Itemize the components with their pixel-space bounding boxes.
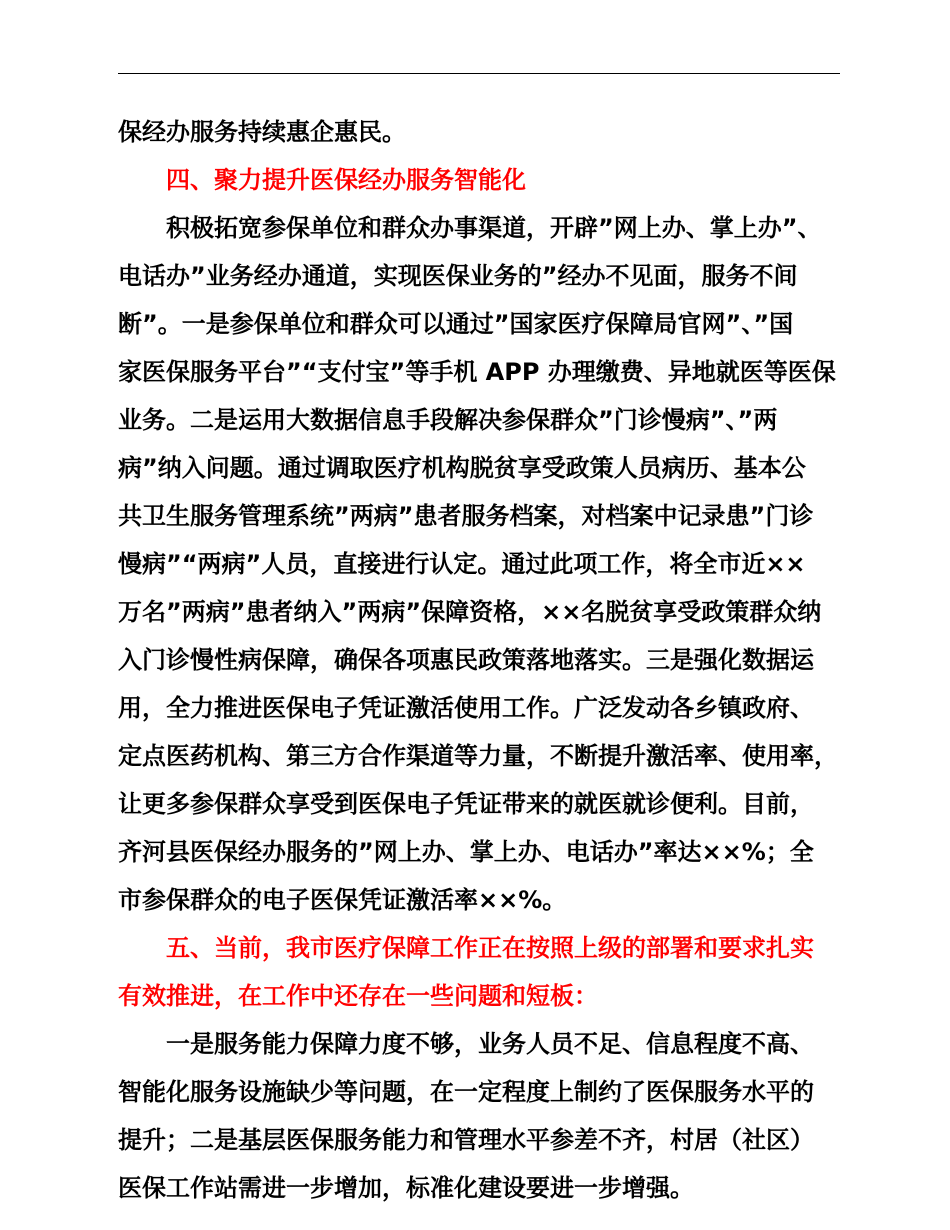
text-line-23: 医保工作站需进一步增加，标准化建设要进一步增强。 bbox=[118, 1174, 694, 1202]
text-line-7: 业务。二是运用大数据信息手段解决参保群众”门诊慢病”、”两 bbox=[118, 406, 778, 434]
text-line-8: 病”纳入问题。通过调取医疗机构脱贫享受政策人员病历、基本公 bbox=[118, 454, 806, 482]
document-body bbox=[118, 108, 858, 1212]
text-line-3: 积极拓宽参保单位和群众办事渠道，开辟”网上办、掌上办”、 bbox=[166, 214, 822, 242]
text-line-21: 智能化服务设施缺少等问题，在一定程度上制约了医保服务水平的 bbox=[118, 1078, 814, 1106]
section-heading-5-cont: 有效推进，在工作中还存在一些问题和短板： bbox=[118, 982, 598, 1010]
text-line-13: 用，全力推进医保电子凭证激活使用工作。广泛发动各乡镇政府、 bbox=[118, 694, 814, 722]
text-line-10: 慢病”“两病”人员，直接进行认定。通过此项工作，将全市近×× bbox=[118, 550, 806, 578]
text-line-11: 万名”两病”患者纳入”两病”保障资格，××名脱贫享受政策群众纳 bbox=[118, 598, 822, 626]
text-line-15: 让更多参保群众享受到医保电子凭证带来的就医就诊便利。目前， bbox=[118, 790, 814, 818]
text-line-17: 市参保群众的电子医保凭证激活率××%。 bbox=[118, 886, 567, 914]
text-line-1: 保经办服务持续惠企惠民。 bbox=[118, 118, 406, 146]
text-line-12: 入门诊慢性病保障，确保各项惠民政策落地落实。三是强化数据运 bbox=[118, 646, 814, 674]
text-line-20: 一是服务能力保障力度不够，业务人员不足、信息程度不高、 bbox=[166, 1030, 814, 1058]
text-line-9: 共卫生服务管理系统”两病”患者服务档案，对档案中记录患”门诊 bbox=[118, 502, 814, 530]
section-heading-4: 四、聚力提升医保经办服务智能化 bbox=[166, 166, 526, 194]
header-rule bbox=[118, 73, 840, 74]
section-heading-5: 五、当前，我市医疗保障工作正在按照上级的部署和要求扎实 bbox=[166, 934, 814, 962]
text-line-16: 齐河县医保经办服务的”网上办、掌上办、电话办”率达××%；全 bbox=[118, 838, 814, 866]
text-line-6: 家医保服务平台”“支付宝”等手机 APP 办理缴费、异地就医等医保 bbox=[118, 358, 836, 386]
text-line-4: 电话办”业务经办通道，实现医保业务的”经办不见面，服务不间 bbox=[118, 262, 798, 290]
text-line-14: 定点医药机构、第三方合作渠道等力量，不断提升激活率、使用率， bbox=[118, 742, 838, 770]
text-line-22: 提升；二是基层医保服务能力和管理水平参差不齐，村居（社区） bbox=[118, 1126, 814, 1154]
text-line-5: 断”。一是参保单位和群众可以通过”国家医疗保障局官网”、”国 bbox=[118, 310, 794, 338]
